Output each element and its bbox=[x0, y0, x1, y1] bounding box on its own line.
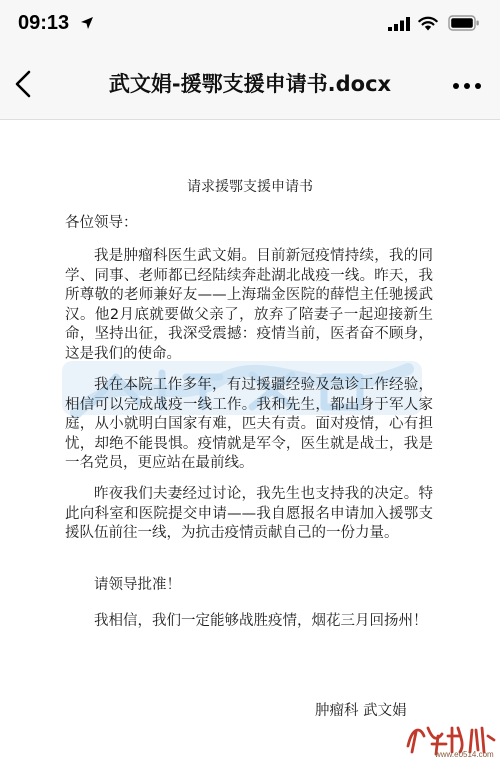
cellular-signal-icon bbox=[388, 17, 410, 31]
status-bar bbox=[0, 0, 500, 48]
navigation-bar bbox=[0, 48, 500, 120]
body-paragraph-3: 昨夜我们夫妻经过讨论，我先生也支持我的决定。特此向科室和医院提交申请——我自愿报名申请加入援鄂支援队伍前往一线，为抗击疫情贡献自己的一份力量。 bbox=[65, 486, 433, 541]
watermark-url: www.e0514.com bbox=[435, 750, 494, 759]
body-paragraph-2: 我在本院工作多年，有过援疆经验及急诊工作经验，相信可以完成战疫一线工作。我和先生，都出身于军人家庭，从小就明白国家有难，匹夫有责。面对疫情，心有担忧，却绝不能畏惧。疫情就是军令，医生就是战士，我是一名党员，更应站在最前线。 bbox=[65, 377, 433, 471]
salutation: 各位领导： bbox=[65, 215, 138, 231]
more-dots-icon[interactable] bbox=[452, 82, 482, 90]
document-file-name: 武文娟-援鄂支援申请书.docx bbox=[108, 72, 392, 96]
document-heading: 请求援鄂支援申请书 bbox=[187, 179, 313, 195]
location-arrow-icon bbox=[80, 16, 94, 30]
signature: 肿瘤科 武文娟 bbox=[315, 703, 407, 719]
status-time: 09:13 bbox=[18, 12, 70, 34]
battery-icon bbox=[448, 15, 480, 31]
wifi-icon bbox=[418, 15, 438, 31]
chevron-left-icon[interactable] bbox=[10, 68, 38, 100]
document-viewer[interactable] bbox=[0, 121, 500, 763]
final-paragraph: 我相信，我们一定能够战胜疫情，烟花三月回扬州！ bbox=[94, 613, 428, 629]
closing-request: 请领导批准！ bbox=[94, 577, 181, 593]
body-paragraph-1: 我是肿瘤科医生武文娟。目前新冠疫情持续，我的同学、同事、老师都已经陆续奔赴湖北战疫一线。昨天，我所尊敬的老师兼好友——上海瑞金医院的薛恺主任驰援武汉。他2月底就要做父亲了，放弃了陪妻子一起迎接新生命，坚持出征，我深受震撼：疫情当前，医者奋不顾身，这是我们的使命。 bbox=[65, 248, 433, 362]
